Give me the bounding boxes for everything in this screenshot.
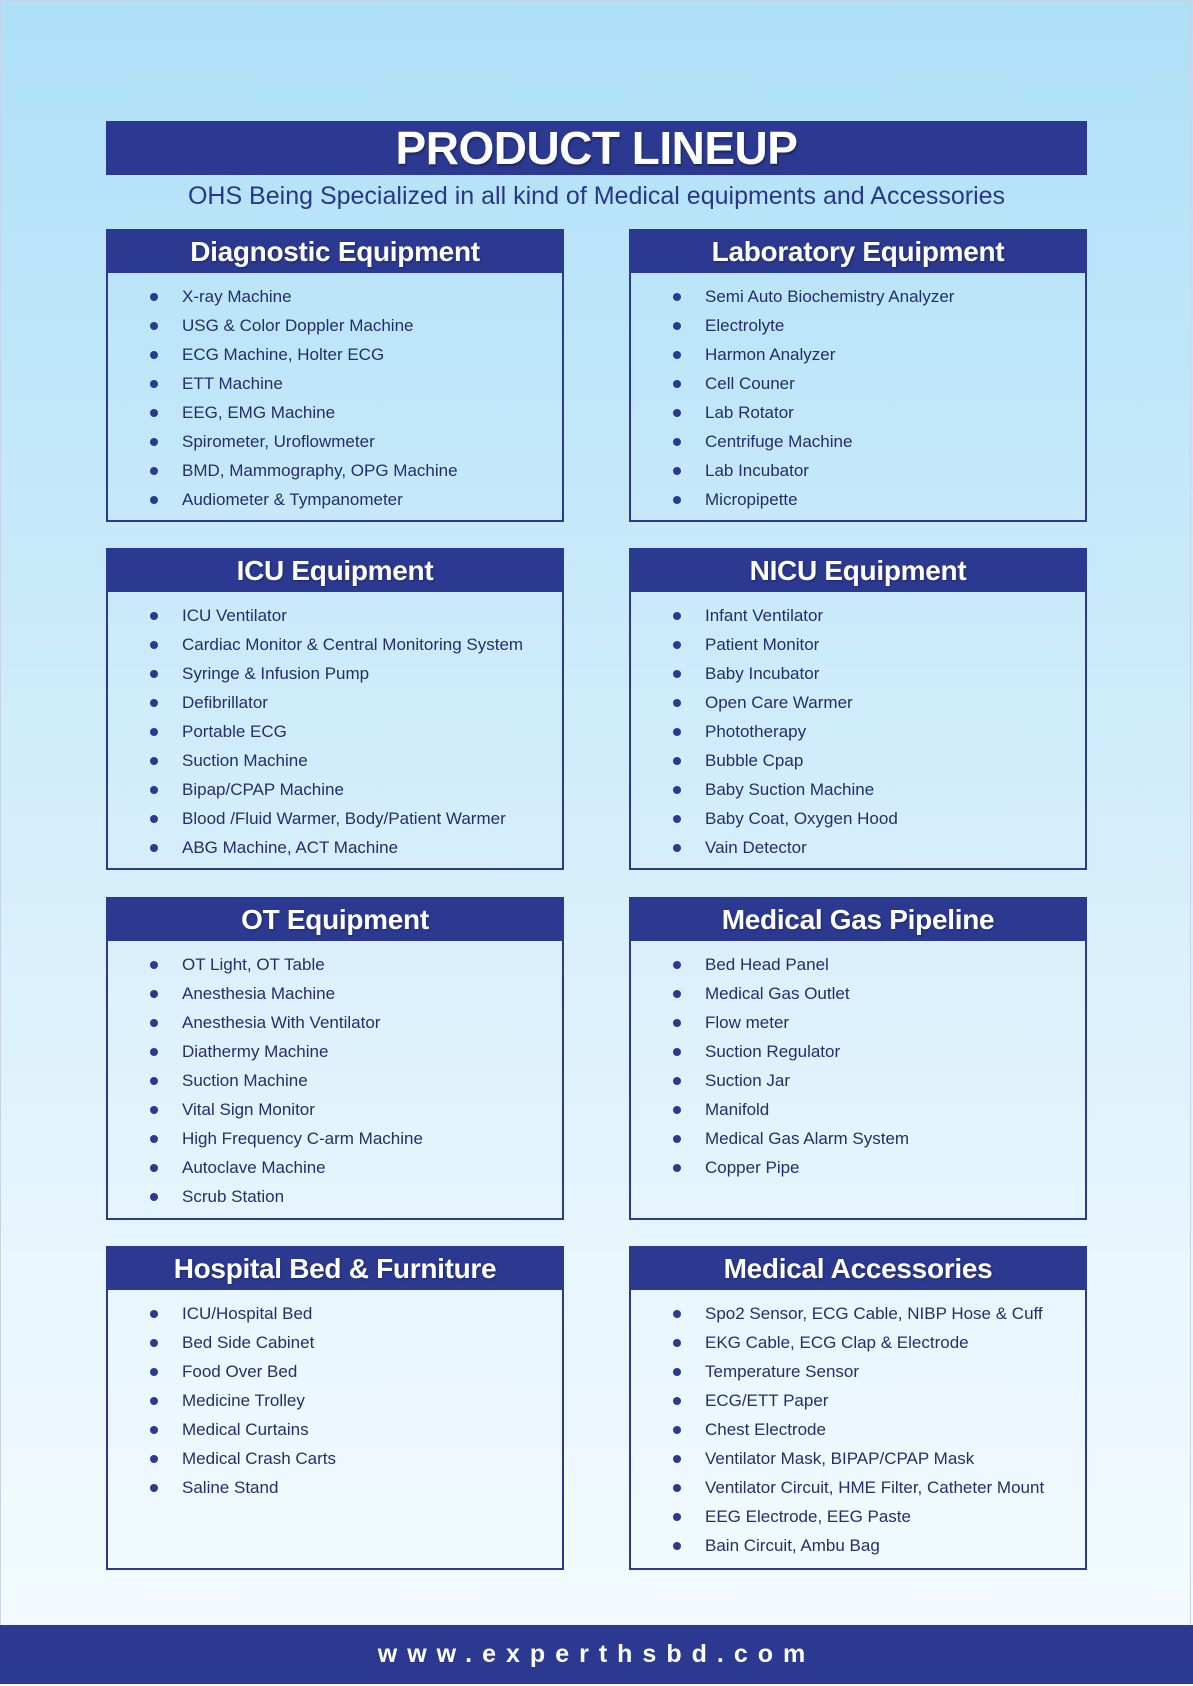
list-item — [108, 1095, 562, 1124]
list-item — [108, 1153, 562, 1182]
list-item-label: EEG Electrode, EEG Paste — [705, 1506, 911, 1526]
bullet-dot-icon — [150, 1339, 158, 1347]
list-item — [108, 746, 562, 775]
bullet-dot-icon — [150, 438, 158, 446]
list-item-label: Medicine Trolley — [182, 1390, 305, 1410]
section-hospital-bed-and-furniture — [106, 1246, 564, 1570]
list-item — [631, 833, 1085, 862]
list-item-label: ABG Machine, ACT Machine — [182, 837, 399, 857]
list-item-label: Portable ECG — [182, 721, 287, 741]
list-item-label: X-ray Machine — [182, 286, 292, 306]
list-item — [631, 746, 1085, 775]
section-ot-equipment — [106, 897, 564, 1220]
list-item — [108, 688, 562, 717]
bullet-dot-icon — [673, 961, 681, 969]
bullet-dot-icon — [673, 641, 681, 649]
list-item — [631, 485, 1085, 514]
section-title: Hospital Bed & Furniture — [173, 1253, 497, 1284]
section-header — [108, 899, 562, 941]
list-item — [108, 1182, 562, 1211]
section-title: ICU Equipment — [236, 555, 434, 586]
bullet-dot-icon — [673, 699, 681, 707]
list-item-label: ICU/Hospital Bed — [182, 1303, 313, 1323]
list-item — [108, 282, 562, 311]
list-item-label: Semi Auto Biochemistry Analyzer — [705, 286, 955, 306]
list-item-label: Electrolyte — [705, 315, 785, 335]
list-item — [631, 950, 1085, 979]
list-item — [108, 1008, 562, 1037]
list-item-label: Suction Jar — [705, 1070, 791, 1090]
section-header — [631, 1248, 1085, 1290]
list-item — [631, 979, 1085, 1008]
list-item-label: High Frequency C-arm Machine — [182, 1128, 423, 1148]
list-item-label: Spo2 Sensor, ECG Cable, NIBP Hose & Cuff — [705, 1303, 1043, 1323]
bullet-dot-icon — [150, 1019, 158, 1027]
bullet-dot-icon — [673, 844, 681, 852]
section-item-list — [631, 941, 1085, 1182]
footer-bar — [0, 1625, 1193, 1684]
list-item-label: OT Light, OT Table — [182, 954, 325, 974]
list-item-label: Medical Crash Carts — [182, 1448, 336, 1468]
list-item-label: Audiometer & Tympanometer — [182, 489, 403, 509]
bullet-dot-icon — [150, 1368, 158, 1376]
list-item-label: Anesthesia Machine — [182, 983, 336, 1003]
website-link[interactable]: www.experthsbd.com — [377, 1640, 816, 1668]
section-item-list — [631, 1290, 1085, 1560]
list-item — [631, 1124, 1085, 1153]
bullet-dot-icon — [150, 1310, 158, 1318]
list-item-label: Ventilator Mask, BIPAP/CPAP Mask — [705, 1448, 975, 1468]
page-subtitle: OHS Being Specialized in all kind of Medical equipments and Accessories — [187, 182, 1006, 210]
list-item — [631, 717, 1085, 746]
section-title: NICU Equipment — [749, 555, 967, 586]
list-item-label: Phototherapy — [705, 721, 807, 741]
bullet-dot-icon — [673, 1484, 681, 1492]
list-item-label: ECG Machine, Holter ECG — [182, 344, 385, 364]
list-item-label: Ventilator Circuit, HME Filter, Catheter Mount — [705, 1477, 1045, 1497]
list-item — [108, 1415, 562, 1444]
bullet-dot-icon — [150, 1106, 158, 1114]
list-item — [631, 659, 1085, 688]
bullet-dot-icon — [673, 380, 681, 388]
section-header — [631, 550, 1085, 592]
list-item — [108, 717, 562, 746]
list-item — [631, 1473, 1085, 1502]
bullet-dot-icon — [150, 786, 158, 794]
list-item — [631, 775, 1085, 804]
list-item-label: EKG Cable, ECG Clap & Electrode — [705, 1332, 969, 1352]
section-item-list — [108, 273, 562, 514]
list-item — [108, 369, 562, 398]
list-item-label: Food Over Bed — [182, 1361, 298, 1381]
list-item-label: Cell Couner — [705, 373, 795, 393]
list-item-label: Saline Stand — [182, 1477, 279, 1497]
list-item — [108, 398, 562, 427]
list-item-label: Bipap/CPAP Machine — [182, 779, 344, 799]
bullet-dot-icon — [673, 1106, 681, 1114]
list-item-label: Baby Incubator — [705, 663, 820, 683]
bullet-dot-icon — [150, 670, 158, 678]
bullet-dot-icon — [673, 467, 681, 475]
list-item — [631, 398, 1085, 427]
bullet-dot-icon — [673, 728, 681, 736]
bullet-dot-icon — [150, 641, 158, 649]
bullet-dot-icon — [150, 1048, 158, 1056]
bullet-dot-icon — [150, 815, 158, 823]
list-item-label: Manifold — [705, 1099, 770, 1119]
bullet-dot-icon — [673, 496, 681, 504]
bullet-dot-icon — [673, 757, 681, 765]
section-header — [631, 899, 1085, 941]
bullet-dot-icon — [150, 467, 158, 475]
section-item-list — [108, 592, 562, 862]
list-item — [631, 1153, 1085, 1182]
list-item — [631, 1095, 1085, 1124]
list-item-label: Medical Curtains — [182, 1419, 309, 1439]
section-laboratory-equipment — [629, 229, 1087, 522]
list-item — [631, 311, 1085, 340]
bullet-dot-icon — [150, 1135, 158, 1143]
list-item-label: Patient Monitor — [705, 634, 820, 654]
bullet-dot-icon — [673, 1048, 681, 1056]
bullet-dot-icon — [150, 380, 158, 388]
list-item — [631, 1502, 1085, 1531]
bullet-dot-icon — [150, 728, 158, 736]
list-item — [631, 1531, 1085, 1560]
list-item — [631, 804, 1085, 833]
list-item — [108, 456, 562, 485]
list-item-label: Bain Circuit, Ambu Bag — [705, 1535, 880, 1555]
list-item-label: ECG/ETT Paper — [705, 1390, 829, 1410]
bullet-dot-icon — [150, 612, 158, 620]
list-item-label: Baby Suction Machine — [705, 779, 875, 799]
list-item — [108, 1124, 562, 1153]
bullet-dot-icon — [673, 1077, 681, 1085]
bullet-dot-icon — [673, 612, 681, 620]
list-item-label: Open Care Warmer — [705, 692, 853, 712]
section-item-list — [631, 273, 1085, 514]
list-item-label: Bubble Cpap — [705, 750, 804, 770]
bullet-dot-icon — [150, 961, 158, 969]
list-item-label: USG & Color Doppler Machine — [182, 315, 414, 335]
section-header — [108, 550, 562, 592]
list-item — [631, 282, 1085, 311]
list-item — [108, 804, 562, 833]
bullet-dot-icon — [673, 322, 681, 330]
section-header — [631, 231, 1085, 273]
bullet-dot-icon — [673, 1542, 681, 1550]
list-item — [108, 775, 562, 804]
list-item — [108, 1299, 562, 1328]
bullet-dot-icon — [673, 670, 681, 678]
list-item-label: EEG, EMG Machine — [182, 402, 336, 422]
bullet-dot-icon — [673, 1339, 681, 1347]
list-item-label: Lab Rotator — [705, 402, 794, 422]
list-item-label: ETT Machine — [182, 373, 283, 393]
list-item-label: Bed Side Cabinet — [182, 1332, 315, 1352]
bullet-dot-icon — [673, 1368, 681, 1376]
list-item — [631, 1037, 1085, 1066]
list-item-label: Flow meter — [705, 1012, 790, 1032]
list-item — [108, 427, 562, 456]
list-item — [631, 688, 1085, 717]
list-item — [108, 485, 562, 514]
list-item — [631, 630, 1085, 659]
bullet-dot-icon — [150, 409, 158, 417]
list-item — [108, 601, 562, 630]
list-item — [108, 1066, 562, 1095]
bullet-dot-icon — [150, 1077, 158, 1085]
list-item — [631, 1386, 1085, 1415]
list-item-label: BMD, Mammography, OPG Machine — [182, 460, 458, 480]
list-item-label: Medical Gas Outlet — [705, 983, 850, 1003]
section-item-list — [108, 941, 562, 1211]
list-item-label: Lab Incubator — [705, 460, 809, 480]
section-icu-equipment — [106, 548, 564, 870]
list-item-label: ICU Ventilator — [182, 605, 287, 625]
bullet-dot-icon — [150, 1164, 158, 1172]
bullet-dot-icon — [150, 844, 158, 852]
section-medical-accessories — [629, 1246, 1087, 1570]
bullet-dot-icon — [673, 815, 681, 823]
list-item-label: Infant Ventilator — [705, 605, 824, 625]
bullet-dot-icon — [150, 496, 158, 504]
list-item — [108, 1444, 562, 1473]
list-item-label: Cardiac Monitor & Central Monitoring System — [182, 634, 524, 654]
list-item-label: Temperature Sensor — [705, 1361, 860, 1381]
bullet-dot-icon — [673, 1019, 681, 1027]
bullet-dot-icon — [673, 409, 681, 417]
bullet-dot-icon — [673, 786, 681, 794]
list-item — [631, 1415, 1085, 1444]
list-item — [631, 427, 1085, 456]
list-item-label: Suction Regulator — [705, 1041, 841, 1061]
list-item — [108, 1473, 562, 1502]
list-item-label: Micropipette — [705, 489, 798, 509]
section-header — [108, 1248, 562, 1290]
list-item — [631, 1357, 1085, 1386]
list-item — [631, 1328, 1085, 1357]
list-item — [108, 630, 562, 659]
title-banner — [106, 121, 1087, 175]
section-diagnostic-equipment — [106, 229, 564, 522]
list-item-label: Blood /Fluid Warmer, Body/Patient Warmer — [182, 808, 506, 828]
list-item-label: Harmon Analyzer — [705, 344, 836, 364]
bullet-dot-icon — [673, 990, 681, 998]
bullet-dot-icon — [673, 438, 681, 446]
list-item — [631, 1066, 1085, 1095]
list-item — [108, 1386, 562, 1415]
section-item-list — [108, 1290, 562, 1502]
section-item-list — [631, 592, 1085, 862]
bullet-dot-icon — [673, 1426, 681, 1434]
list-item — [108, 1328, 562, 1357]
list-item-label: Medical Gas Alarm System — [705, 1128, 910, 1148]
list-item — [631, 340, 1085, 369]
bullet-dot-icon — [150, 322, 158, 330]
bullet-dot-icon — [673, 1513, 681, 1521]
list-item-label: Autoclave Machine — [182, 1157, 326, 1177]
list-item — [108, 833, 562, 862]
list-item — [631, 369, 1085, 398]
list-item-label: Centrifuge Machine — [705, 431, 853, 451]
section-nicu-equipment — [629, 548, 1087, 870]
bullet-dot-icon — [150, 351, 158, 359]
list-item-label: Chest Electrode — [705, 1419, 826, 1439]
list-item — [631, 456, 1085, 485]
section-title: Diagnostic Equipment — [190, 236, 480, 267]
bullet-dot-icon — [150, 757, 158, 765]
list-item — [108, 1357, 562, 1386]
section-title: Medical Accessories — [723, 1253, 993, 1284]
list-item — [108, 311, 562, 340]
section-title: Laboratory Equipment — [711, 236, 1005, 267]
list-item-label: Scrub Station — [182, 1186, 285, 1206]
list-item — [631, 1444, 1085, 1473]
list-item-label: Vital Sign Monitor — [182, 1099, 315, 1119]
bullet-dot-icon — [150, 699, 158, 707]
bullet-dot-icon — [673, 1455, 681, 1463]
section-header — [108, 231, 562, 273]
list-item-label: Spirometer, Uroflowmeter — [182, 431, 375, 451]
bullet-dot-icon — [150, 1426, 158, 1434]
list-item — [108, 659, 562, 688]
list-item-label: Suction Machine — [182, 1070, 308, 1090]
list-item — [631, 1008, 1085, 1037]
list-item — [631, 1299, 1085, 1328]
bullet-dot-icon — [673, 1310, 681, 1318]
bullet-dot-icon — [673, 351, 681, 359]
page-title: PRODUCT LINEUP — [395, 122, 798, 174]
list-item-label: Copper Pipe — [705, 1157, 800, 1177]
bullet-dot-icon — [150, 1193, 158, 1201]
bullet-dot-icon — [150, 1455, 158, 1463]
bullet-dot-icon — [150, 1484, 158, 1492]
section-title: Medical Gas Pipeline — [721, 904, 995, 935]
list-item — [108, 1037, 562, 1066]
bullet-dot-icon — [673, 1164, 681, 1172]
bullet-dot-icon — [150, 293, 158, 301]
section-title: OT Equipment — [241, 904, 429, 935]
list-item-label: Bed Head Panel — [705, 954, 829, 974]
list-item — [108, 340, 562, 369]
list-item-label: Syringe & Infusion Pump — [182, 663, 370, 683]
list-item — [631, 601, 1085, 630]
bullet-dot-icon — [673, 1135, 681, 1143]
list-item-label: Anesthesia With Ventilator — [182, 1012, 381, 1032]
list-item — [108, 979, 562, 1008]
list-item-label: Defibrillator — [182, 692, 268, 712]
bullet-dot-icon — [673, 1397, 681, 1405]
list-item-label: Vain Detector — [705, 837, 807, 857]
list-item-label: Suction Machine — [182, 750, 308, 770]
section-medical-gas-pipeline — [629, 897, 1087, 1220]
bullet-dot-icon — [673, 293, 681, 301]
list-item — [108, 950, 562, 979]
bullet-dot-icon — [150, 990, 158, 998]
bullet-dot-icon — [150, 1397, 158, 1405]
list-item-label: Baby Coat, Oxygen Hood — [705, 808, 898, 828]
list-item-label: Diathermy Machine — [182, 1041, 329, 1061]
